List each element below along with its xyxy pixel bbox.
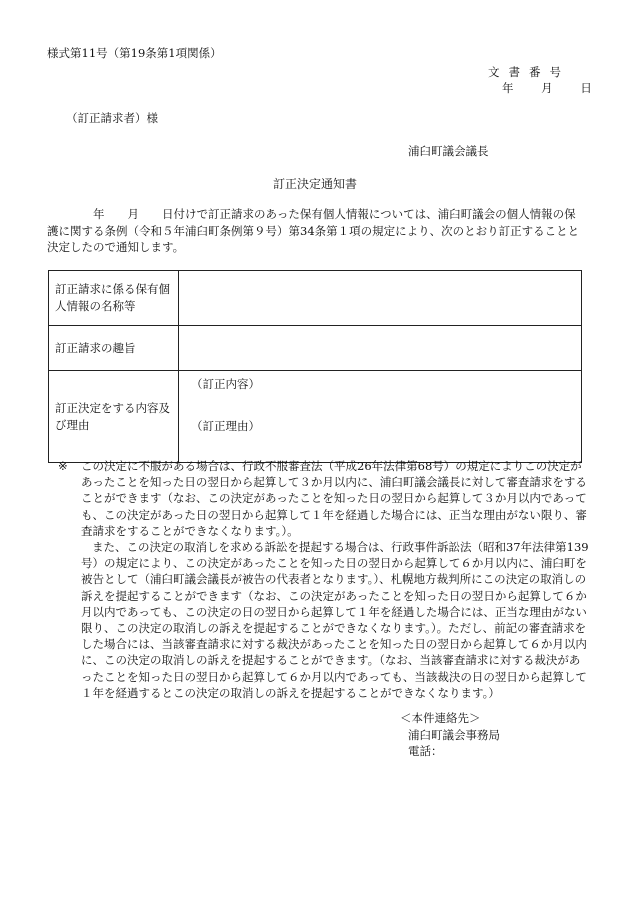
appeal-notice: [58, 458, 590, 701]
table-row-request-purpose: [49, 326, 582, 371]
record-name-value: [179, 271, 582, 326]
date-line: [490, 80, 592, 97]
appeal-notice-text-1: この決定に不服がある場合は、行政不服審査法（平成26年法律第68号）の規定によりこの決定があったことを知った日の翌日から起算して３か月以内に、浦臼町議会議長に対して審査請求をすることができます（なお、この決定があったことを知った日の翌日から起算して３か月以内であっても、この決定があった日の翌日から起算して１年を経過した場合には、正当な理由がない限り、審査請求をすることができなくなります。）。: [81, 459, 587, 538]
contact-office: 浦臼町議会事務局: [408, 727, 500, 742]
record-name-label: 訂正請求に係る保有個人情報の名称等: [49, 271, 179, 326]
contact-phone-label: 電話：: [408, 744, 443, 758]
form-number: 様式第11号（第19条第1項関係）: [47, 46, 222, 60]
note-mark: ※: [58, 459, 68, 473]
correction-reason-label: （訂正理由）: [191, 419, 260, 433]
document-title: 訂正決定通知書: [272, 177, 357, 191]
correction-info-table: [48, 270, 582, 463]
correction-content-label: （訂正内容）: [191, 377, 260, 391]
date-year-label: 年: [502, 81, 514, 95]
document-number-label: 文書番号: [488, 65, 570, 79]
date-day-label: 日: [580, 81, 592, 95]
contact-heading: ＜本件連絡先＞: [400, 711, 481, 725]
issuer-line: 浦臼町議会議長: [408, 144, 489, 158]
date-month-label: 月: [541, 81, 553, 95]
contact-block: [400, 710, 500, 760]
intro-paragraph: 年 月 日付けで訂正請求のあった保有個人情報については、浦臼町議会の個人情報の保護に関する条例（令和５年浦臼町条例第９号）第34条第１項の規定により、次のとおり訂正することと決定したので通知します。: [47, 207, 580, 254]
decision-content-value: [179, 371, 582, 463]
table-row-decision-content: [49, 371, 582, 463]
table-row-record-name: [49, 271, 582, 326]
recipient-line: （訂正請求者）様: [66, 111, 158, 125]
request-purpose-value: [179, 326, 582, 371]
request-purpose-label: 訂正請求の趣旨: [49, 326, 179, 371]
appeal-notice-paragraph-1: [58, 458, 590, 539]
decision-content-label: 訂正決定をする内容及び理由: [49, 371, 179, 463]
appeal-notice-paragraph-2: また、この決定の取消しを求める訴訟を提起する場合は、行政事件訴訟法（昭和37年法律第139号）の規定により、この決定があったことを知った日の翌日から起算して６か月以内に、浦臼町を被告として（浦臼町議会議長が被告の代表者となります。）、札幌地方裁判所にこの決定の取消しの訴えを提起することができます（なお、この決定があったことを知った日の翌日から起算して６か月以内であっても、この決定の日の翌日から起算して１年を経過した場合には、正当な理由がない限り、この決定の取消しの訴えを提起することができなくなります。）。ただし、前記の審査請求をした場合には、当該審査請求に対する裁決があったことを知った日の翌日から起算して６か月以内に、この決定の取消しの訴えを提起することができます。（なお、当該審査請求に対する裁決があったことを知った日の翌日から起算して６か月以内であっても、当該裁決の日の翌日から起算して１年を経過するとこの決定の取消しの訴えを提起することができなくなります。）: [81, 540, 589, 700]
